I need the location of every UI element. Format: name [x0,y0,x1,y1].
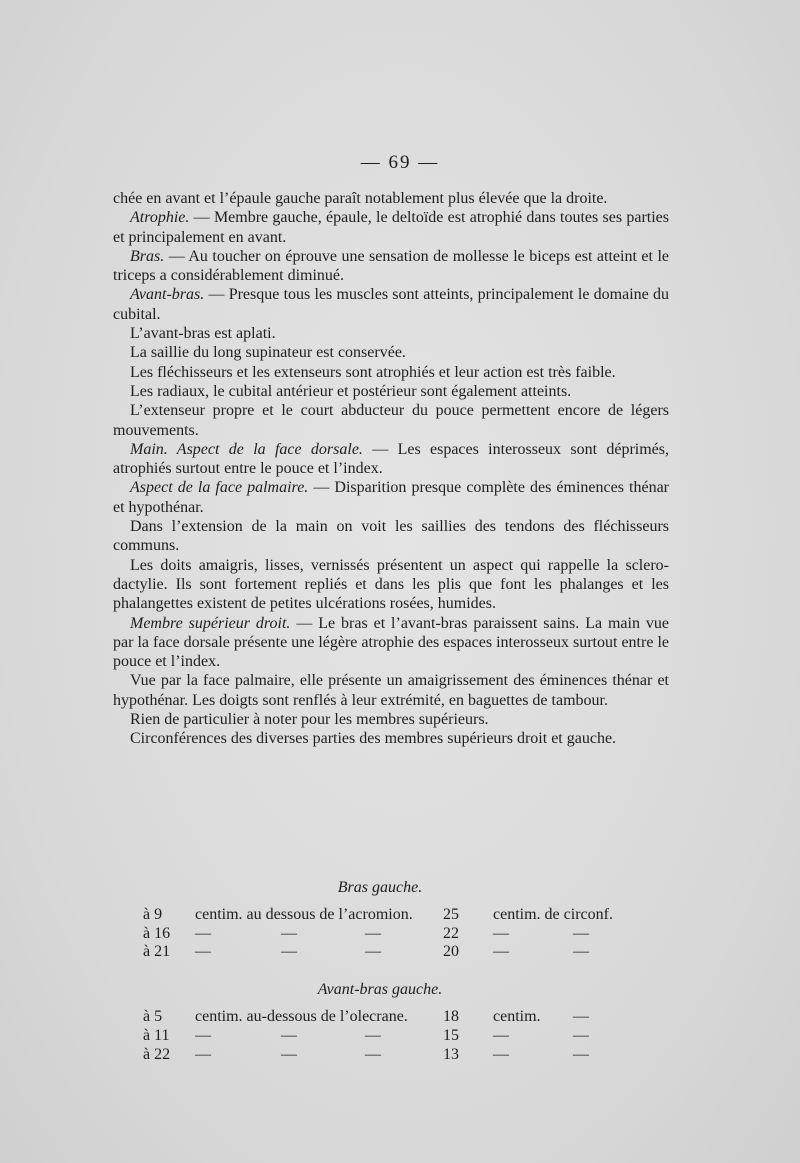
paragraph-heading: Membre supérieur droit. [130,614,291,632]
paragraph: Les radiaux, le cubital antérieur et postérieur sont également atteints. [130,382,572,400]
paragraph: Dans l’extension de la main on voit les saillies des tendons des fléchisseurs communs. [113,518,669,555]
paragraph: Bras. — Au toucher on éprouve une sensation de mollesse le biceps est atteint et le triceps a considérablement diminué. [113,247,669,285]
table-row: à 21 — — — 20 — — [143,943,589,960]
table-row: à 11 — — — 15 — — [143,1027,589,1044]
paragraph-heading: Aspect de la face palmaire. [130,479,309,497]
paragraph: chée en avant et l’épaule gauche paraît notablement plus élevée que la droite. [113,190,608,207]
paragraph: Membre supérieur droit. — Le bras et l’avant-bras paraissent sains. La main vue par la face dorsale présente une légère atrophie des espaces interosseux surtout entre le pouce et l’index. [113,614,669,671]
paragraph: Les fléchisseurs et les extenseurs sont atrophiés et leur action est très faible. [130,363,616,381]
paragraph-heading: Avant-bras. [130,286,205,304]
paragraph: L’extenseur propre et le court abducteur du pouce permettent encore de légers mouvements. [113,402,669,439]
paragraph: Vue par la face palmaire, elle présente un amaigrissement des éminences thénar et hypothénar. Les doigts sont renflés à leur extrémité, en baguettes de tambour. [113,672,669,709]
paragraph: L’avant-bras est aplati. [130,325,276,343]
paragraph: La saillie du long supinateur est conservée. [130,344,406,362]
body-text [113,189,669,749]
paragraph: Atrophie. — Membre gauche, épaule, le deltoïde est atrophié dans toutes ses parties et principalement en avant. [113,209,669,246]
table-row: à 22 — — — 13 — — [143,1046,589,1063]
paragraph-heading: Main. Aspect de la face dorsale. [130,440,363,458]
paragraph-heading: Bras. [130,247,165,265]
paragraph: Circonférences des diverses parties des membres supérieurs droit et gauche. [130,730,617,748]
paragraph: Les doits amaigris, lisses, vernissés présentent un aspect qui rappelle la sclero-dactylie. Ils sont fortement repliés et dans les plis que font les phalanges et les phalangettes existent de petites ulcérations rosées, humides. [113,556,669,613]
paragraph: Rien de particulier à noter pour les membres supérieurs. [130,711,489,729]
paragraph: Aspect de la face palmaire. — Disparition presque complète des éminences thénar et hypothénar. [113,479,669,516]
table-caption-bras-gauche: Bras gauche. [337,879,423,896]
table-caption-avant-bras-gauche: Avant-bras gauche. [317,981,443,998]
table-row: à 9 centim. au dessous de l’acromion. 25 centim. de circonf. [143,906,613,923]
paragraph: Main. Aspect de la face dorsale. — Les espaces interosseux sont déprimés, atrophiés surtout entre le pouce et l’index. [113,440,670,478]
table-row: à 5 centim. au-dessous de l’olecrane. 18 centim. — [143,1008,589,1025]
page-number: — 69 — [360,152,440,173]
table-row: à 16 — — — 22 — — [143,925,589,942]
paragraph-heading: Atrophie. [130,209,190,227]
paragraph: Avant-bras. — Presque tous les muscles sont atteints, principalement le domaine du cubital. [113,286,669,323]
